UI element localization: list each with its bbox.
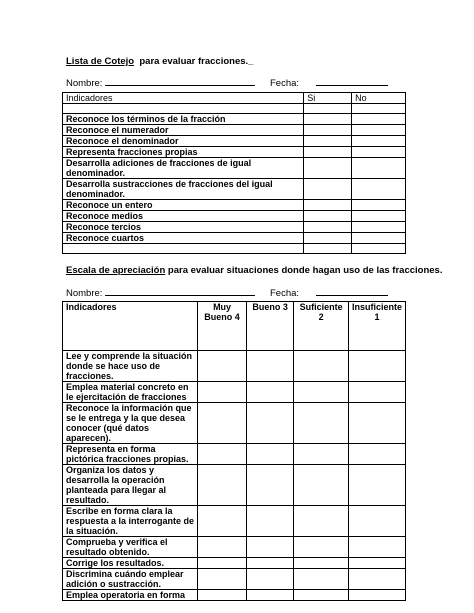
checklist-si-cell[interactable] — [304, 200, 352, 211]
checklist-si-cell[interactable] — [304, 114, 352, 125]
checklist-no-cell[interactable] — [352, 125, 406, 136]
scale-rating-cell[interactable] — [348, 569, 405, 590]
checklist-no-cell[interactable] — [352, 147, 406, 158]
scale-indicator: Discrimina cuándo emplear adición o sustracción. — [63, 569, 198, 590]
scale-row — [63, 444, 406, 465]
scale-row — [63, 506, 406, 537]
checklist-row — [63, 104, 406, 114]
scale-rating-cell[interactable] — [348, 382, 405, 403]
checklist-indicator: Reconoce cuartos — [63, 233, 304, 244]
checklist-title — [66, 56, 253, 67]
scale-rating-cell[interactable] — [198, 506, 247, 537]
scale-title-rest: para evaluar situaciones donde hagan uso de las fracciones. — [165, 265, 443, 276]
scale-rating-cell[interactable] — [348, 403, 405, 444]
scale-indicator: Emplea material concreto en le ejercitación de fracciones — [63, 382, 198, 403]
checklist-indicator: Reconoce los términos de la fracción — [63, 114, 304, 125]
scale-rating-cell[interactable] — [247, 465, 294, 506]
scale-indicator: Lee y comprende la situación donde se hace uso de fracciones. — [63, 351, 198, 382]
scale-indicator: Comprueba y verifica el resultado obtenido. — [63, 537, 198, 558]
scale-indicator: Reconoce la información que se le entrega y la que desea conocer (qué datos aparecen). — [63, 403, 198, 444]
scale-row — [63, 590, 406, 601]
checklist-si-cell[interactable] — [304, 233, 352, 244]
checklist-row — [63, 200, 406, 211]
scale-row — [63, 465, 406, 506]
checklist-si-cell[interactable] — [304, 211, 352, 222]
checklist-name-field[interactable] — [105, 76, 255, 86]
scale-rating-cell[interactable] — [198, 537, 247, 558]
scale-rating-cell[interactable] — [247, 558, 294, 569]
checklist-row — [63, 222, 406, 233]
checklist-no-cell[interactable] — [352, 179, 406, 200]
scale-rating-cell[interactable] — [247, 382, 294, 403]
scale-rating-cell[interactable] — [348, 558, 405, 569]
scale-date-field[interactable] — [316, 286, 388, 296]
scale-rating-cell[interactable] — [247, 569, 294, 590]
checklist-row — [63, 147, 406, 158]
scale-name-row — [66, 286, 255, 299]
scale-table — [62, 301, 406, 601]
checklist-indicator: Desarrolla sustracciones de fracciones del igual denominador. — [63, 179, 304, 200]
checklist-no-cell[interactable] — [352, 158, 406, 179]
scale-rating-cell[interactable] — [348, 537, 405, 558]
checklist-si-cell[interactable] — [304, 104, 352, 114]
scale-header-cell: Insuficiente 1 — [348, 302, 405, 351]
scale-rating-cell[interactable] — [348, 444, 405, 465]
checklist-row — [63, 114, 406, 125]
scale-rating-cell[interactable] — [294, 444, 349, 465]
checklist-header-row — [63, 93, 406, 104]
checklist-indicator — [63, 244, 304, 254]
checklist-header-cell: No — [352, 93, 406, 104]
scale-rating-cell[interactable] — [294, 403, 349, 444]
scale-date-label: Fecha: — [270, 288, 300, 299]
checklist-row — [63, 136, 406, 147]
checklist-row — [63, 211, 406, 222]
checklist-indicator: Reconoce el denominador — [63, 136, 304, 147]
scale-indicator: Organiza los datos y desarrolla la operación planteada para llegar al resultado. — [63, 465, 198, 506]
scale-row — [63, 382, 406, 403]
checklist-title-underlined: Lista de Cotejo — [66, 56, 135, 67]
scale-rating-cell[interactable] — [198, 403, 247, 444]
checklist-no-cell[interactable] — [352, 104, 406, 114]
checklist-title-rest: para evaluar fracciones._ — [134, 56, 254, 67]
scale-rating-cell[interactable] — [247, 537, 294, 558]
checklist-name-row — [66, 76, 255, 89]
checklist-si-cell[interactable] — [304, 244, 352, 254]
checklist-row — [63, 158, 406, 179]
checklist-no-cell[interactable] — [352, 114, 406, 125]
checklist-no-cell[interactable] — [352, 200, 406, 211]
scale-title — [66, 265, 442, 276]
scale-rating-cell[interactable] — [348, 465, 405, 506]
scale-rating-cell[interactable] — [348, 590, 405, 601]
scale-rating-cell[interactable] — [294, 569, 349, 590]
scale-title-underlined: Escala de apreciación — [66, 265, 166, 276]
scale-rating-cell[interactable] — [247, 444, 294, 465]
scale-rating-cell[interactable] — [198, 382, 247, 403]
scale-rating-cell[interactable] — [247, 351, 294, 382]
checklist-row — [63, 125, 406, 136]
checklist-indicator — [63, 104, 304, 114]
checklist-header-cell: Indicadores — [63, 93, 304, 104]
checklist-row — [63, 233, 406, 244]
scale-rating-cell[interactable] — [247, 506, 294, 537]
scale-rating-cell[interactable] — [348, 506, 405, 537]
scale-header-cell: Muy Bueno 4 — [198, 302, 247, 351]
scale-name-field[interactable] — [105, 286, 255, 296]
checklist-indicator: Representa fracciones propias — [63, 147, 304, 158]
scale-indicator: Escribe en forma clara la respuesta a la interrogante de la situación. — [63, 506, 198, 537]
checklist-row — [63, 179, 406, 200]
checklist-no-cell[interactable] — [352, 233, 406, 244]
checklist-si-cell[interactable] — [304, 125, 352, 136]
scale-row — [63, 569, 406, 590]
scale-rating-cell[interactable] — [294, 590, 349, 601]
checklist-name-label: Nombre: — [66, 78, 103, 89]
checklist-indicator: Reconoce un entero — [63, 200, 304, 211]
checklist-header-cell: Si — [304, 93, 352, 104]
checklist-indicator: Reconoce tercios — [63, 222, 304, 233]
checklist-table — [62, 92, 406, 254]
scale-row — [63, 558, 406, 569]
scale-rating-cell[interactable] — [198, 351, 247, 382]
scale-rating-cell[interactable] — [294, 382, 349, 403]
scale-rating-cell[interactable] — [247, 403, 294, 444]
checklist-no-cell[interactable] — [352, 211, 406, 222]
scale-rating-cell[interactable] — [198, 465, 247, 506]
scale-row — [63, 537, 406, 558]
scale-rating-cell[interactable] — [198, 444, 247, 465]
scale-rating-cell[interactable] — [198, 558, 247, 569]
scale-row — [63, 351, 406, 382]
checklist-no-cell[interactable] — [352, 244, 406, 254]
checklist-indicator: Desarrolla adiciones de fracciones de igual denominador. — [63, 158, 304, 179]
checklist-no-cell[interactable] — [352, 222, 406, 233]
scale-header-row — [63, 302, 406, 351]
scale-indicator: Emplea operatoria en forma — [63, 590, 198, 601]
scale-indicator: Representa en forma pictórica fracciones propias. — [63, 444, 198, 465]
scale-rating-cell[interactable] — [348, 351, 405, 382]
scale-header-cell: Suficiente 2 — [294, 302, 349, 351]
scale-row — [63, 403, 406, 444]
checklist-indicator: Reconoce medios — [63, 211, 304, 222]
scale-rating-cell[interactable] — [294, 506, 349, 537]
checklist-si-cell[interactable] — [304, 147, 352, 158]
scale-name-label: Nombre: — [66, 288, 103, 299]
checklist-date-label: Fecha: — [270, 78, 300, 89]
scale-indicator: Corrige los resultados. — [63, 558, 198, 569]
scale-date-row — [270, 286, 388, 299]
checklist-date-field[interactable] — [316, 76, 388, 86]
checklist-no-cell[interactable] — [352, 136, 406, 147]
scale-header-cell: Bueno 3 — [247, 302, 294, 351]
scale-rating-cell[interactable] — [294, 351, 349, 382]
checklist-si-cell[interactable] — [304, 136, 352, 147]
scale-rating-cell[interactable] — [294, 465, 349, 506]
checklist-si-cell[interactable] — [304, 222, 352, 233]
checklist-si-cell[interactable] — [304, 158, 352, 179]
scale-rating-cell[interactable] — [294, 558, 349, 569]
scale-rating-cell[interactable] — [198, 569, 247, 590]
checklist-date-row — [270, 76, 388, 89]
scale-header-cell: Indicadores — [63, 302, 198, 351]
checklist-row — [63, 244, 406, 254]
checklist-si-cell[interactable] — [304, 179, 352, 200]
checklist-indicator: Reconoce el numerador — [63, 125, 304, 136]
scale-rating-cell[interactable] — [247, 590, 294, 601]
scale-rating-cell[interactable] — [198, 590, 247, 601]
scale-rating-cell[interactable] — [294, 537, 349, 558]
